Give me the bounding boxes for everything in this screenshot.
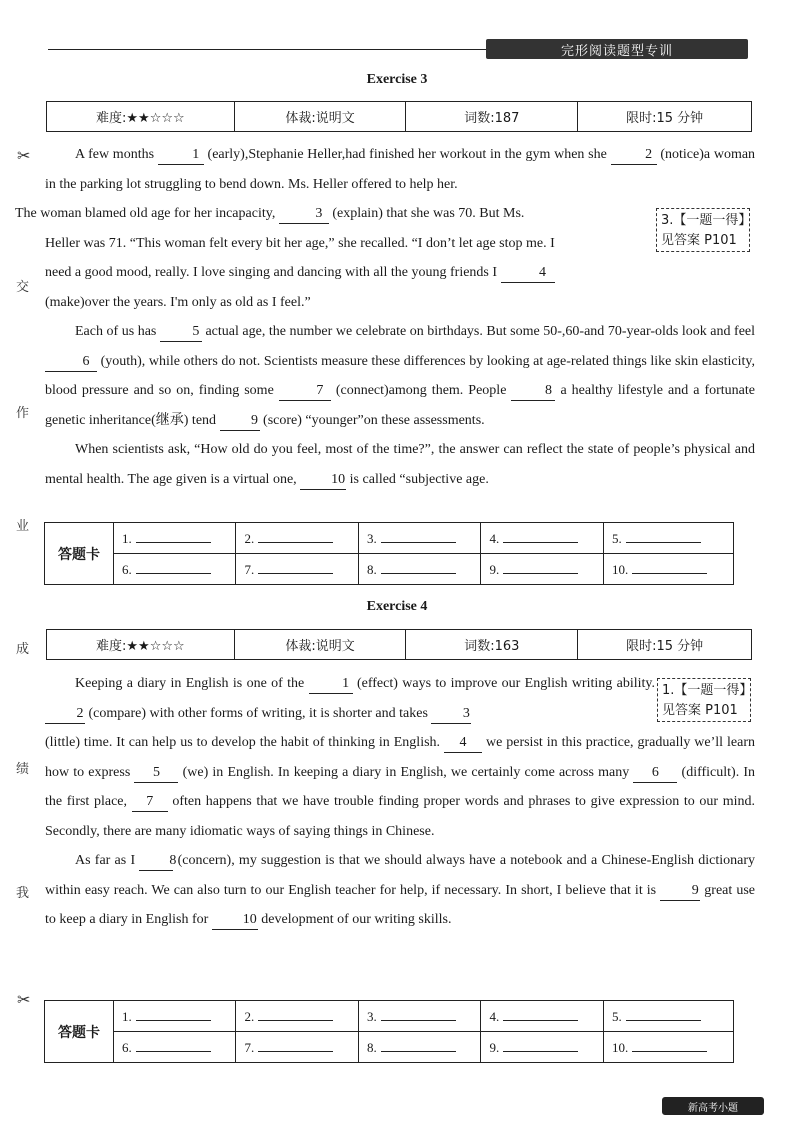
blank-1[interactable]: 1 <box>158 146 204 165</box>
answer-slot[interactable]: 3. <box>358 523 480 554</box>
paragraph: Each of us has 5 actual age, the number we celebrate on birthdays. But some 50-,60-and 70-year-olds look and feel 6 (youth), while others do not. Scientists measure these differences by looking at age-related things like skin elasticity, blood pressure and so on, finding some 7 (connect)among them. People 8 a healthy lifestyle and a fortunate genetic inheritance(继承) tend 9 (score) “younger”on these assessments. <box>45 317 755 435</box>
answer-card-label: 答题卡 <box>45 1001 114 1063</box>
blank-6[interactable]: 6 <box>633 764 677 783</box>
answer-slot[interactable]: 9. <box>481 1032 603 1063</box>
answer-card-label: 答题卡 <box>45 523 114 585</box>
blank-5[interactable]: 5 <box>134 764 178 783</box>
answer-slot[interactable]: 2. <box>236 1001 358 1032</box>
blank-3[interactable]: 3 <box>431 705 471 724</box>
scissors-icon: ✂ <box>17 148 31 165</box>
blank-7[interactable]: 7 <box>132 793 168 812</box>
blank-2[interactable]: 2 <box>45 705 85 724</box>
answer-slot[interactable]: 9. <box>481 554 603 585</box>
answer-ref-box: 3.【一题一得】 见答案 P101 <box>656 208 750 252</box>
margin-char: 作 <box>16 406 30 421</box>
difficulty: 难度:★★☆☆☆ <box>47 102 235 131</box>
blank-1[interactable]: 1 <box>309 675 353 694</box>
header-rule <box>48 49 488 50</box>
answer-slot[interactable]: 5. <box>603 1001 733 1032</box>
answer-slot[interactable]: 10. <box>603 554 733 585</box>
genre: 体裁:说明文 <box>235 630 407 659</box>
blank-10[interactable]: 10 <box>300 471 346 490</box>
blank-4[interactable]: 4 <box>444 734 482 753</box>
paragraph: Keeping a diary in English is one of the 1 (effect) ways to improve our English writing ability. 2 (compare) with other forms of writing, it is shorter and takes 3 <box>45 669 655 728</box>
answer-slot[interactable]: 2. <box>236 523 358 554</box>
answer-slot[interactable]: 1. <box>114 523 236 554</box>
margin-char: 绩 <box>16 762 30 777</box>
blank-10[interactable]: 10 <box>212 911 258 930</box>
answer-slot[interactable]: 4. <box>481 523 603 554</box>
word-count: 词数:187 <box>406 102 578 131</box>
answer-slot[interactable]: 8. <box>358 1032 480 1063</box>
time-limit: 限时:15 分钟 <box>626 111 704 126</box>
difficulty: 难度:★★☆☆☆ <box>47 630 235 659</box>
blank-3[interactable]: 3 <box>279 205 329 224</box>
footer-logo: 新高考小题 <box>662 1097 764 1115</box>
paragraph: As far as I 8 (concern), my suggestion is that we should always have a notebook and a Chinese-English dictionary within easy reach. We can also turn to our English teacher for help, if necessary. In short, I believe that it is 9 great use to keep a diary in English for 10 development of our writing skills. <box>45 846 755 935</box>
paragraph: (little) time. It can help us to develop the habit of thinking in English. 4 we persist in this practice, gradually we’ll learn how to express 5 (we) in English. In keeping a diary in English, we certainly come across many 6 (difficult). In the first place, 7 often happens that we have trouble finding proper words and phrases to give expression to our mind. Secondly, there are many idiomatic ways of saying things in Chinese. <box>45 735 756 839</box>
margin-char: 成 <box>16 642 30 657</box>
answer-card-4 <box>44 1000 734 1063</box>
blank-9[interactable]: 9 <box>660 882 700 901</box>
answer-slot[interactable]: 6. <box>114 554 236 585</box>
word-count: 词数:163 <box>406 630 578 659</box>
scissors-icon: ✂ <box>17 992 31 1009</box>
blank-7[interactable]: 7 <box>279 382 331 401</box>
blank-9[interactable]: 9 <box>220 412 260 431</box>
blank-5[interactable]: 5 <box>160 323 202 342</box>
blank-8[interactable]: 8 <box>511 382 555 401</box>
paragraph: When scientists ask, “How old do you feel, most of the time?”, the answer can reflect the state of people’s physical and mental health. The age given is a virtual one, 10 is called “subjective age. <box>45 435 755 494</box>
blank-2[interactable]: 2 <box>611 146 657 165</box>
exercise-4-info <box>46 629 752 660</box>
exercise-4-title: Exercise 4 <box>366 599 428 614</box>
blank-8[interactable]: 8 <box>139 852 173 871</box>
answer-slot[interactable]: 4. <box>481 1001 603 1032</box>
genre: 体裁:说明文 <box>235 102 407 131</box>
answer-slot[interactable]: 10. <box>603 1032 733 1063</box>
exercise-3-info <box>46 101 752 132</box>
answer-slot[interactable]: 3. <box>358 1001 480 1032</box>
margin-char: 业 <box>16 519 30 534</box>
header-banner: 完形阅读题型专训 <box>486 39 748 59</box>
answer-slot[interactable]: 5. <box>603 523 733 554</box>
exercise-4-passage <box>45 669 655 728</box>
answer-ref-box: 1.【一题一得】 见答案 P101 <box>657 678 751 722</box>
margin-char: 我 <box>16 886 30 901</box>
answer-slot[interactable]: 7. <box>236 554 358 585</box>
answer-slot[interactable]: 6. <box>114 1032 236 1063</box>
margin-char: 交 <box>16 280 30 295</box>
blank-4[interactable]: 4 <box>501 264 555 283</box>
answer-slot[interactable]: 8. <box>358 554 480 585</box>
exercise-4-passage-cont <box>45 728 755 935</box>
exercise-3-passage <box>15 140 756 494</box>
answer-slot[interactable]: 1. <box>114 1001 236 1032</box>
exercise-3-title: Exercise 3 <box>366 72 428 87</box>
paragraph: A few months 1 (early),Stephanie Heller,had finished her workout in the gym when she 2 (notice)a woman in the parking lot struggling to bend down. Ms. Heller offered to help her. The woman blamed old age for her incapacity, 3 (explain) that she was 70. But Ms. Heller was 71. “This woman felt every bit her age,” she recalled. “I don’t let age stop me. I need a good mood, really. I love singing and dancing with all the young friends I 4 (make)over the years. I'm only as old as I feel.” <box>15 147 756 310</box>
answer-card-3 <box>44 522 734 585</box>
time-limit: 限时:15 分钟 <box>626 639 704 654</box>
blank-6[interactable]: 6 <box>45 353 97 372</box>
answer-slot[interactable]: 7. <box>236 1032 358 1063</box>
